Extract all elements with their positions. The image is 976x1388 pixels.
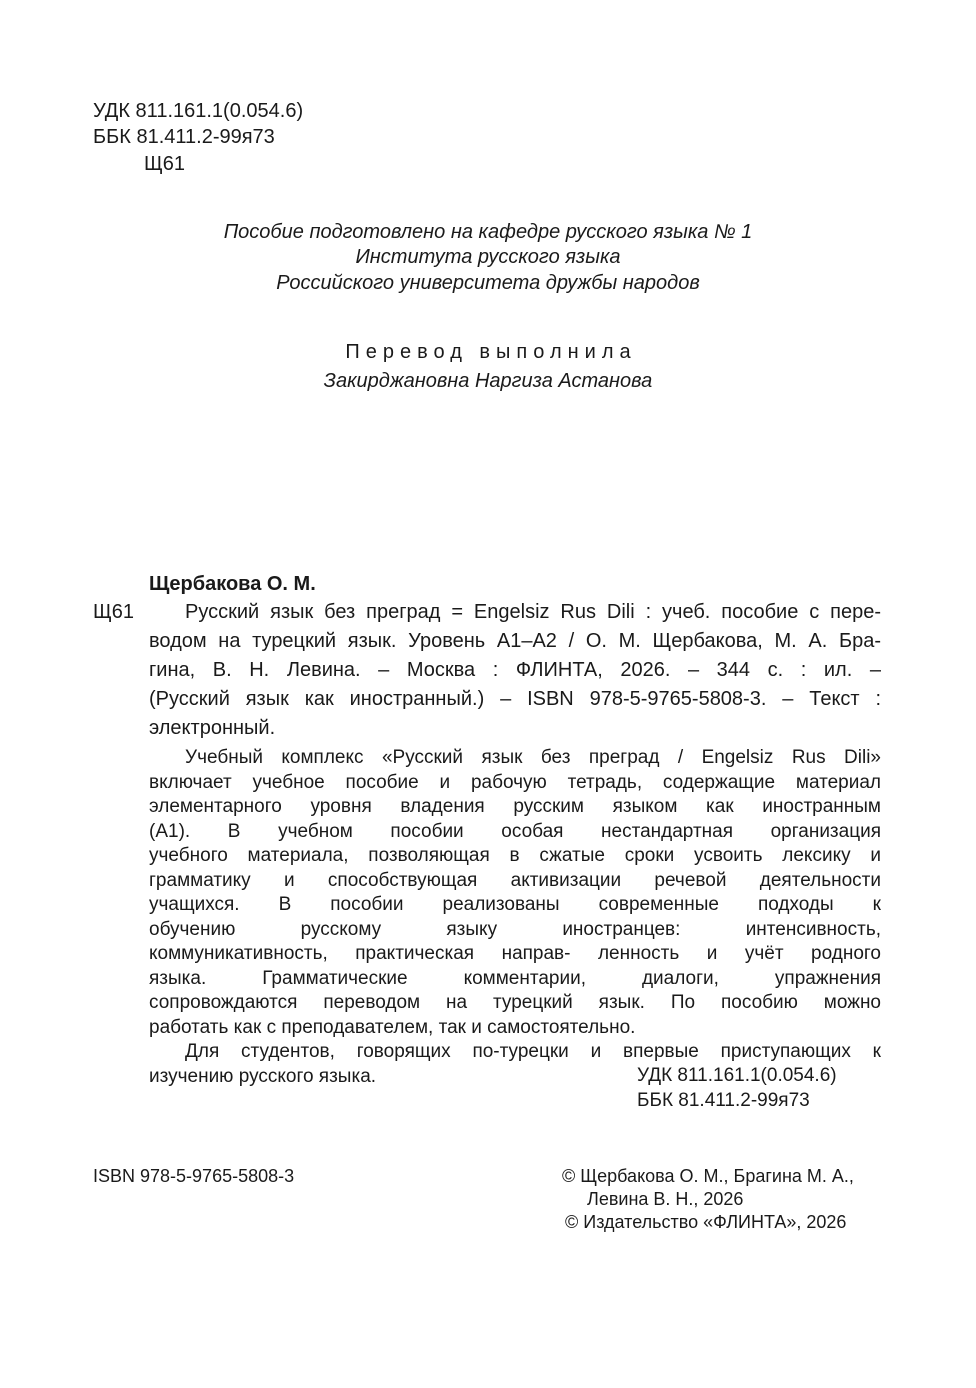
annotation-line-2: включает учебное пособие и рабочую тетрадь, содержащие материал [149,771,881,793]
biblio-line-5: электронный. [149,717,276,739]
annotation-line-9: коммуникативность, практическая направ- ленность и учёт родного [149,943,881,964]
annotation-line-12: работать как с преподавателем, так и самостоятельно. [149,1016,636,1038]
annotation-line-8: обучению русскому языку иностранцев: интенсивность, [149,918,881,940]
annotation-line-4: (А1). В учебном пособии особая нестандартная организация [149,820,881,842]
biblio-line-3: гина, В. Н. Левина. – Москва : ФЛИНТА, 2026. – 344 с. : ил. – [149,659,881,681]
annotation-udk: УДК 811.161.1(0.054.6) [637,1065,837,1086]
copyright-authors-line-1: © Щербакова О. М., Брагина М. А., [562,1166,854,1186]
udk-code: УДК 811.161.1(0.054.6) [93,100,304,122]
annotation-line-3: элементарного уровня владения русским языком как иностранным [149,796,881,817]
biblio-line-4: (Русский язык как иностранный.) – ISBN 978-5-9765-5808-3. – Текст : [149,688,881,710]
preparation-note-line-3: Российского университета дружбы народов [276,272,700,294]
annotation-line-5: учебного материала, позволяющая в сжатые сроки усвоить лексику и [149,845,881,866]
annotation-bbk: ББК 81.411.2-99я73 [637,1090,810,1111]
annotation-line-11: сопровождаются переводом на турецкий язык. По пособию можно [149,992,881,1013]
preparation-note-line-1: Пособие подготовлено на кафедре русского языка № 1 [223,221,753,243]
audience-line-2: изучению русского языка. [149,1065,377,1087]
copyright-publisher: © Издательство «ФЛИНТА», 2026 [565,1212,847,1232]
translator-name: Закирджановна Наргиза Астанова [323,370,653,392]
translation-label: Перевод выполнила [345,341,637,363]
author-heading: Щербакова О. М. [149,573,316,595]
author-mark: Щ61 [144,153,185,175]
bibliographic-description [149,599,881,744]
annotation [149,746,881,1089]
isbn: ISBN 978-5-9765-5808-3 [93,1166,295,1186]
preparation-note-line-2: Института русского языка [355,246,621,268]
annotation-line-7: учащихся. В пособии реализованы современные подходы к [149,894,881,915]
copyright-authors-line-2: Левина В. Н., 2026 [587,1189,744,1209]
biblio-line-2: водом на турецкий язык. Уровень А1–А2 / О. М. Щербакова, М. А. Бра- [149,630,881,652]
record-author-mark: Щ61 [93,601,134,623]
biblio-line-1: Русский язык без преград = Engelsiz Rus Dili : учеб. пособие с пере- [185,601,881,623]
audience-line-1: Для студентов, говорящих по-турецки и впервые приступающих к [185,1041,881,1062]
bbk-code: ББК 81.411.2-99я73 [93,126,275,148]
annotation-line-10: языка. Грамматические комментарии, диалоги, упражнения [149,967,881,989]
annotation-line-1: Учебный комплекс «Русский язык без преград / Engelsiz Rus Dili» [185,747,881,768]
annotation-line-6: грамматику и способствующая активизации речевой деятельности [149,869,881,891]
